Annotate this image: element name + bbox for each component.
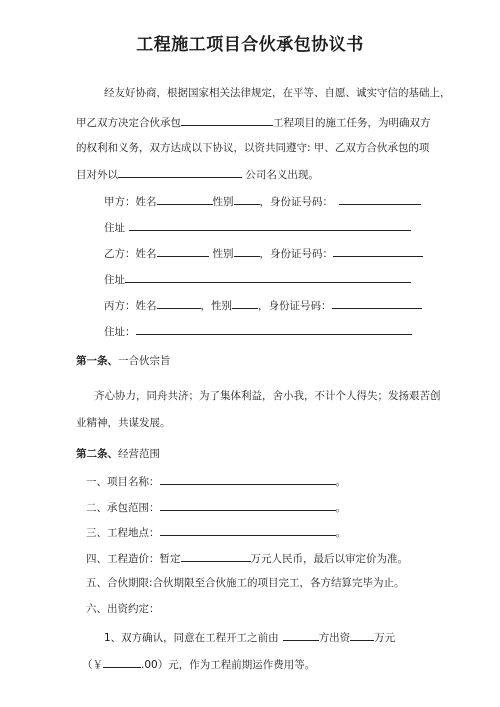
party-bing-address-line bbox=[104, 323, 412, 339]
document-title: 工程施工项目合伙承包协议书 bbox=[136, 35, 364, 55]
party-bing-name-label: 丙方：姓名 bbox=[104, 300, 157, 312]
article-1-line-2: 业精神，共谋发展。 bbox=[76, 417, 171, 429]
blank-project-name bbox=[181, 114, 273, 126]
blank-bing-gender bbox=[232, 297, 258, 309]
blank-jia-id bbox=[339, 193, 421, 205]
article-1-line-1: 齐心协力，同舟共济；为了集体利益，舍小我，不计个人得失；发扬艰苦创 bbox=[94, 390, 441, 402]
party-yi-gender-label: 性别 bbox=[212, 248, 234, 260]
party-bing-address-label: 住址： bbox=[104, 326, 136, 338]
item-1-end: 。 bbox=[335, 476, 346, 488]
article-2-heading bbox=[76, 447, 160, 461]
blank-bing-name bbox=[157, 297, 201, 309]
blank-company-name bbox=[118, 166, 242, 178]
sub-2-prefix: （￥ bbox=[82, 659, 103, 671]
party-bing-gender-label: ，性别 bbox=[200, 300, 232, 312]
party-yi-id-label: ，身份证号码： bbox=[259, 248, 333, 260]
blank-sub-2-amount bbox=[103, 656, 141, 668]
article-2-item-6: 六、出资约定： bbox=[86, 603, 160, 615]
party-yi-line bbox=[104, 245, 423, 261]
party-jia-address-line bbox=[104, 219, 411, 235]
article-2-title: 经营范围 bbox=[118, 448, 160, 460]
article-2-sub-1 bbox=[104, 629, 395, 645]
party-bing-line bbox=[104, 297, 422, 313]
sub-1-label: 1、双方确认，同意在工程开工之前由 bbox=[104, 632, 279, 644]
intro-line-4a: 目对外以 bbox=[76, 169, 118, 181]
intro-line-3: 的权利和义务，双方达成以下协议，以资共同遵守: 甲、乙双方合伙承包的项 bbox=[76, 142, 430, 154]
blank-yi-address bbox=[125, 271, 411, 283]
article-2-item-4 bbox=[86, 550, 408, 566]
article-1-heading bbox=[76, 354, 171, 368]
blank-item-4 bbox=[181, 550, 251, 562]
party-yi-name-label: 乙方：姓名 bbox=[104, 248, 157, 260]
blank-item-1 bbox=[160, 473, 336, 485]
intro-line-2b: 工程项目的施工任务，为明确双方 bbox=[273, 117, 431, 129]
party-jia-address-label: 住址 bbox=[104, 222, 125, 234]
blank-yi-gender bbox=[234, 245, 260, 257]
sub-1-invest: 方出资 bbox=[318, 632, 351, 644]
article-2-item-3 bbox=[86, 524, 346, 540]
intro-line-2a: 甲乙双方决定合伙承包 bbox=[76, 117, 181, 129]
blank-jia-name bbox=[157, 193, 213, 205]
article-2-sub-2 bbox=[82, 656, 315, 672]
blank-sub-1-amount bbox=[350, 629, 374, 641]
item-2-end: 。 bbox=[335, 502, 346, 514]
blank-sub-1-party bbox=[283, 629, 319, 641]
blank-jia-address bbox=[129, 219, 411, 231]
article-2-number: 第二条、 bbox=[76, 448, 118, 460]
party-jia-line bbox=[104, 193, 421, 209]
item-2-label: 二、承包范围： bbox=[86, 502, 160, 514]
intro-line-2 bbox=[76, 114, 431, 130]
blank-item-2 bbox=[160, 499, 336, 511]
party-yi-address-label: 住址 bbox=[104, 274, 125, 286]
sub-2-suffix: .00）元，作为工程前期运作费用等。 bbox=[141, 659, 316, 671]
party-yi-address-line bbox=[104, 271, 411, 287]
sub-1-unit: 万元 bbox=[374, 632, 396, 644]
article-2-item-2 bbox=[86, 499, 346, 515]
item-1-label: 一、项目名称： bbox=[86, 476, 160, 488]
intro-line-4 bbox=[76, 166, 319, 182]
item-3-label: 三、工程地点： bbox=[86, 527, 160, 539]
blank-yi-name bbox=[157, 245, 209, 257]
blank-bing-id bbox=[332, 297, 422, 309]
party-jia-gender-label: 性别 bbox=[212, 196, 234, 208]
intro-line-4b: 公司名义出现。 bbox=[242, 169, 319, 181]
article-1-number: 第一条、 bbox=[76, 355, 118, 367]
party-jia-id-label: ，身份证号码： bbox=[259, 196, 333, 208]
blank-item-3 bbox=[160, 524, 336, 536]
item-4-suffix: 万元人民币，最后以审定价为准。 bbox=[250, 553, 408, 565]
article-1-title: 一合伙宗旨 bbox=[118, 355, 171, 367]
party-bing-id-label: ，身份证号码： bbox=[258, 300, 332, 312]
intro-line-1: 经友好协商，根据国家相关法律规定，在平等、自愿、诚实守信的基础上， bbox=[104, 87, 451, 99]
item-4-label: 四、工程造价：暂定 bbox=[86, 553, 181, 565]
article-2-item-5: 五、合伙期限:合伙期限至合伙施工的项目完工，各方结算完毕为止。 bbox=[86, 577, 405, 589]
party-jia-name-label: 甲方：姓名 bbox=[104, 196, 157, 208]
blank-jia-gender bbox=[234, 193, 260, 205]
blank-bing-address bbox=[136, 323, 412, 335]
item-3-end: 。 bbox=[335, 527, 346, 539]
article-2-item-1 bbox=[86, 473, 346, 489]
blank-yi-id bbox=[333, 245, 423, 257]
